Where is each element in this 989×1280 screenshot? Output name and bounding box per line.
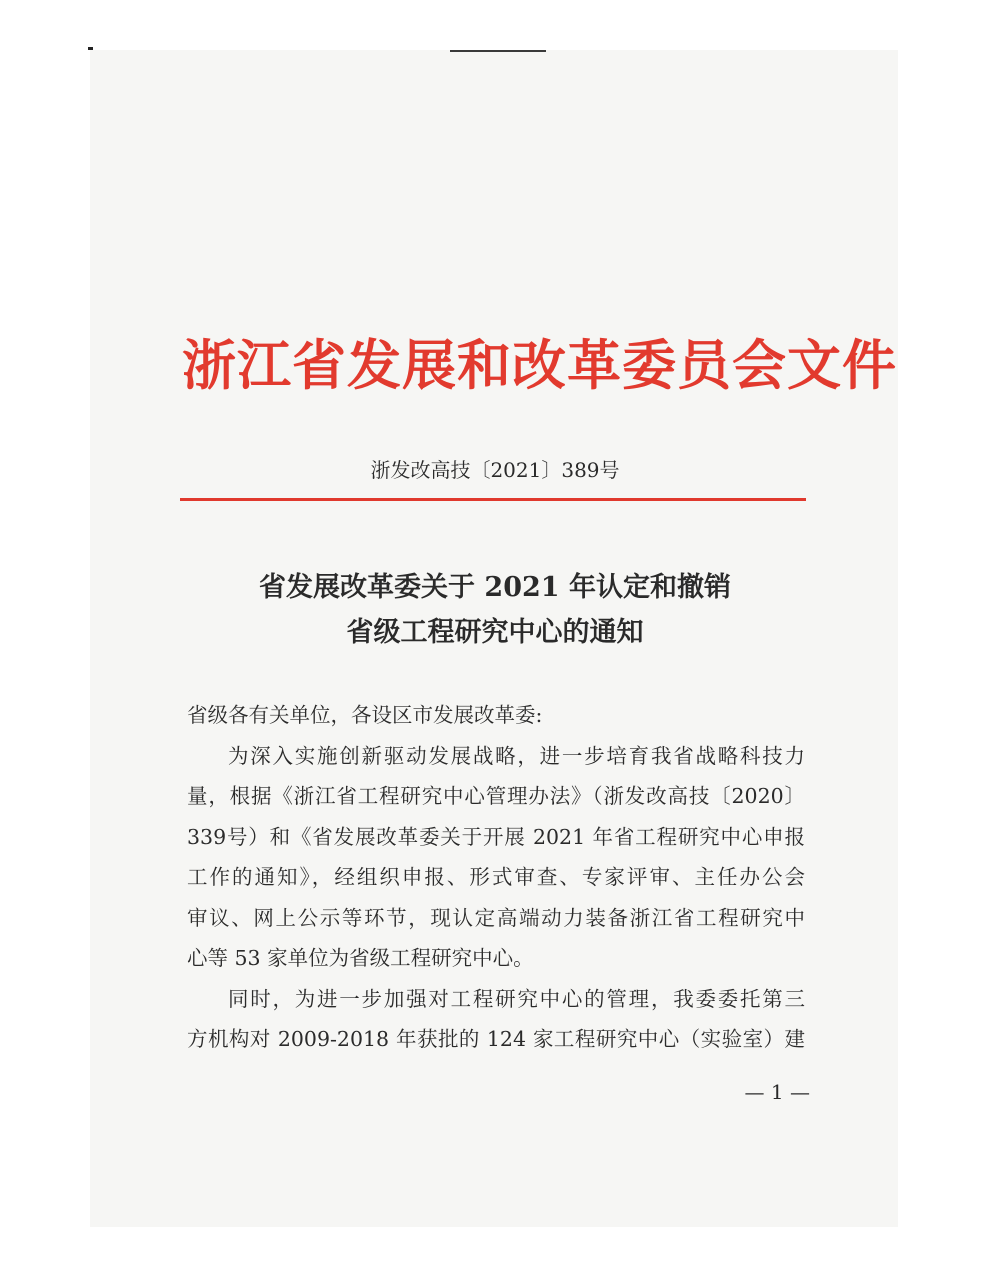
body-line: 为深入实施创新驱动发展战略，进一步培育我省战略科技力 (228, 743, 805, 768)
body-line: 心等 53 家单位为省级工程研究中心。 (187, 946, 534, 970)
body-line: 工作的通知》，经组织申报、形式审查、专家评审、主任办公会 (187, 865, 805, 889)
body-line: 339号）和《省发展改革委关于开展 2021 年省工程研究中心申报 (187, 824, 805, 849)
document-page (90, 50, 898, 1227)
notice-title-line-1: 省发展改革委关于 2021 年认定和撤销 (259, 572, 731, 603)
salutation: 省级各有关单位，各设区市发展改革委: (187, 703, 543, 727)
notice-title (182, 565, 808, 655)
body-line: 量，根据《浙江省工程研究中心管理办法》（浙发改高技〔2020〕 (187, 784, 805, 808)
document-header-title: 浙江省发展和改革委员会文件 (182, 333, 897, 397)
document-number: 浙发改高技〔2021〕389号 (370, 458, 620, 482)
notice-body (187, 695, 805, 1060)
notice-title-line-2: 省级工程研究中心的通知 (346, 617, 644, 648)
header-red-rule (180, 498, 806, 501)
scan-top-mark (450, 50, 546, 52)
body-line: 同时，为进一步加强对工程研究中心的管理，我委委托第三 (228, 986, 805, 1011)
body-line: 审议、网上公示等环节，现认定高端动力装备浙江省工程研究中 (187, 905, 805, 930)
page-number: — 1 — (744, 1080, 810, 1104)
body-line: 方机构对 2009-2018 年获批的 124 家工程研究中心（实验室）建 (187, 1027, 805, 1051)
